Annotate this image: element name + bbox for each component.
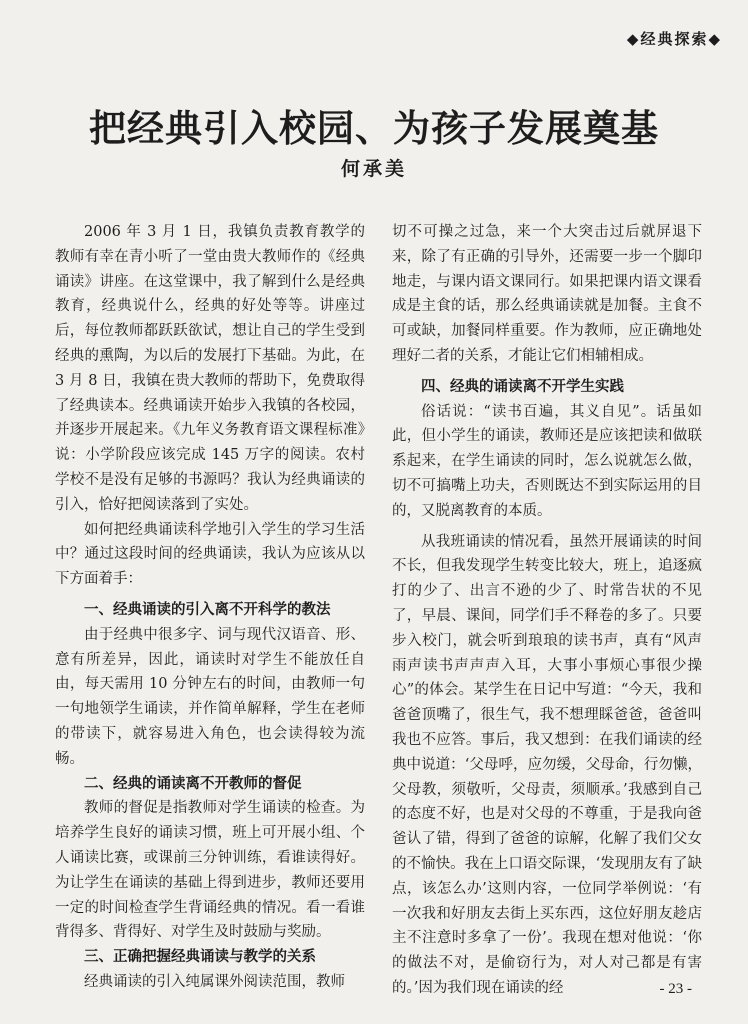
section-heading: 四、经典的诵读离不开学生实践: [421, 378, 624, 395]
paragraph: 俗话说：“读书百遍，其义自见”。话虽如此，但小学生的诵读，教师还是应该把读和做联系起来，在学生诵读的同时，怎么说就怎么做，切不可搞嘴上功夫，否则既达不到实际运用的目的，又脱离教育的本质。: [392, 403, 702, 519]
paragraph: 从我班诵读的情况看，虽然开展诵读的时间不长，但我发现学生转变比较大，班上，追逐疯打的少了、出言不逊的少了、时常告状的不见了，早晨、课间，同学们手不释卷的多了。只要步入校门，就会听到琅琅的读书声，真有“风声雨声读书声声声入耳，大事小事烦心事很少操心”的体会。某学生在日记中写道：“今天，我和爸爸顶嘴了，很生气，我不想理睬爸爸，爸爸叫我也不应答。事后，我又想到：在我们诵读的经典中说道：‘父母呼，应勿缓，父母命，行勿懒，父母教，须敬听，父母责，须顺承。’我感到自己的态度不好，也是对父母的不尊重，于是我向爸爸认了错，得到了爸爸的谅解，化解了我们父女的不愉快。我在上口语交际课，‘发现朋友有了缺点，该怎么办’这则内容，一位同学举例说：‘有一次我和好朋友去街上买东西，这位好朋友趁店主不注意时多拿了一份’。我现在想对他说：‘你的做法不对，是偷窃行为，对人对己都是有害的。’因为我们现在诵读的经: [392, 533, 702, 996]
section-tag: ◆经典探索◆: [626, 30, 722, 48]
paragraph: 由于经典中很多字、词与现代汉语音、形、意有所差异，因此，诵读时对学生不能放任自由，每天需用 10 分钟左右的时间，由教师一句一句地领学生诵读，并作简单解释，学生在老师的带读下，就容易进入角色，也会读得较为流畅。: [55, 626, 365, 767]
article-title: 把经典引入校园、为孩子发展奠基: [89, 107, 659, 150]
article-author: 何承美: [340, 158, 407, 180]
paragraph: 经典诵读的引入纯属课外阅读范围，教师: [84, 973, 345, 990]
section-heading: 二、经典的诵读离不开教师的督促: [84, 775, 302, 792]
paragraph: 教师的督促是指教师对学生诵读的检查。为培养学生良好的诵读习惯，班上可开展小组、个人诵读比赛，或课前三分钟训练，看谁读得好。为让学生在诵读的基础上得到进步，教师还要用一定的时间检查学生背诵经典的情况。看一看谁背得多、背得好、对学生及时鼓励与奖励。: [55, 800, 365, 941]
left-column: [55, 220, 365, 990]
section-heading: 三、正确把握经典诵读与教学的关系: [84, 949, 316, 966]
paragraph: 如何把经典诵读科学地引入学生的学习生活中？通过这段时间的经典诵读，我认为应该从以下方面着手：: [55, 521, 365, 588]
paragraph: 2006 年 3 月 1 日，我镇负责教育教学的教师有幸在青小听了一堂由贵大教师作的《经典诵读》讲座。在这堂课中，我了解到什么是经典教育，经典说什么，经典的好处等等。讲座过后，每位教师都跃跃欲试，想让自己的学生受到经典的熏陶，为以后的发展打下基础。为此，在 3 月 8 日，我镇在贵大教师的帮助下，免费取得了经典读本。经典诵读开始步入我镇的各校园，并逐步开展起来。《九年义务教育语文课程标准》说：小学阶段应该完成 145 万字的阅读。农村学校不是没有足够的书源吗？我认为经典诵读的引入，恰好把阅读落到了实处。: [55, 224, 365, 513]
paragraph: 切不可操之过急，来一个大突击过后就屏退下来，除了有正确的引导外，还需要一步一个脚印地走，与课内语文课同行。如果把课内语文课看成是主食的话，那么经典诵读就是加餐。主食不可或缺，加餐同样重要。作为教师，应正确地处理好二者的关系，才能让它们相辅相成。: [392, 224, 702, 364]
page-number: - 23 -: [659, 981, 692, 997]
section-heading: 一、经典诵读的引入离不开科学的教法: [84, 601, 331, 618]
